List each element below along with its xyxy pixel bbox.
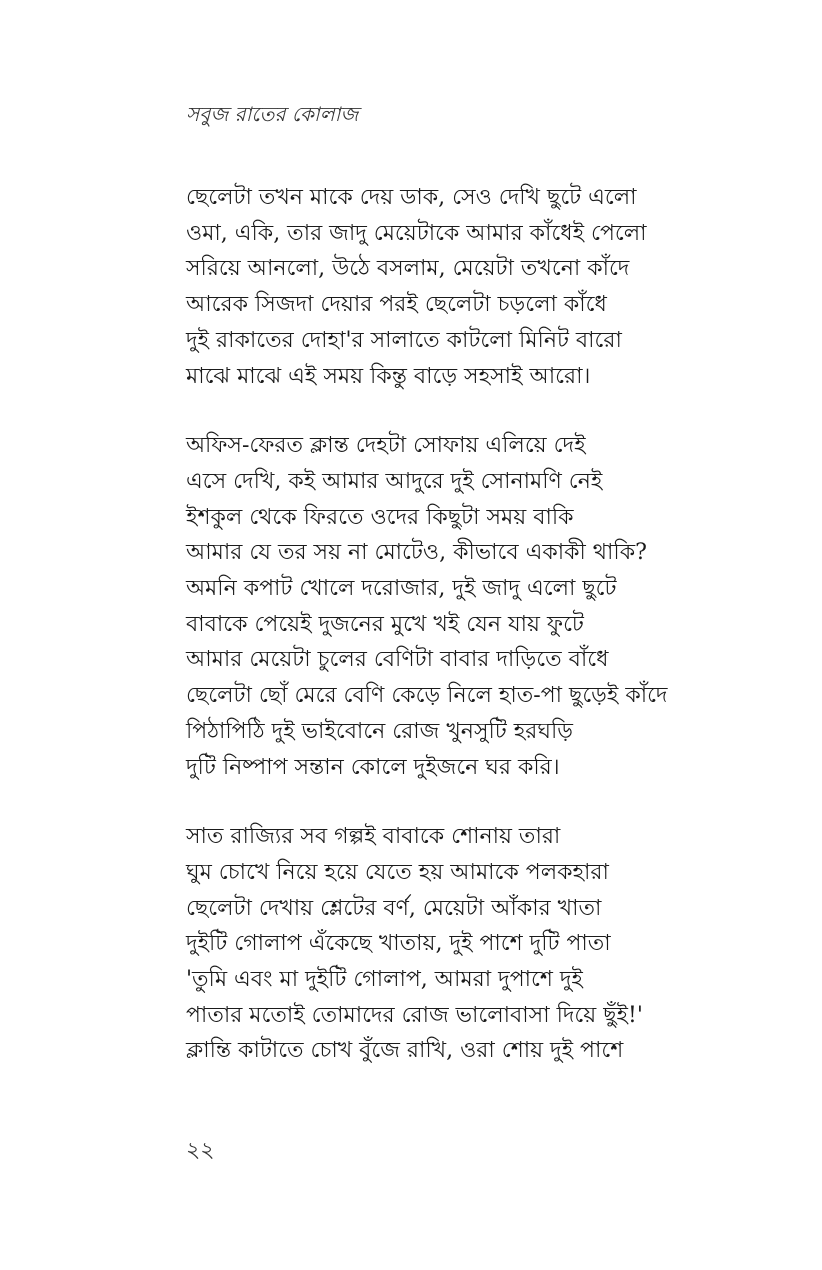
poem-line: বাবাকে পেয়েই দুজনের মুখে খই যেন যায় ফুটে: [186, 611, 584, 637]
poem-line: এসে দেখি, কই আমার আদুরে দুই সোনামণি নেই: [186, 468, 603, 494]
poem-line: পাতার মতোই তোমাদের রোজ ভালোবাসা দিয়ে ছুঁই!': [186, 1002, 643, 1028]
poem-line: ক্লান্তি কাটাতে চোখ বুঁজে রাখি, ওরা শোয় দুই পাশে: [186, 1038, 624, 1064]
stanza-1: [186, 180, 786, 394]
poem-line: সরিয়ে আনলো, উঠে বসলাম, মেয়েটা তখনো কাঁদে: [186, 256, 630, 282]
poem-line: ইশকুল থেকে ফিরতে ওদের কিছুটা সময় বাকি: [186, 504, 574, 530]
poem-line: আরেক সিজদা দেয়ার পরই ছেলেটা চড়লো কাঁধে: [186, 292, 607, 318]
poem-line: ছেলেটা ছোঁ মেরে বেণি কেড়ে নিলে হাত-পা ছুড়েই কাঁদে: [186, 683, 668, 709]
poem-line: আমার মেয়েটা চুলের বেণিটা বাবার দাড়িতে বাঁধে: [186, 647, 609, 673]
poem-line: ছেলেটা দেখায় শ্লেটের বর্ণ, মেয়েটা আঁকার খাতা: [186, 895, 602, 921]
poem-line: দুই রাকাতের দোহা'র সালাতে কাটলো মিনিট বারো: [186, 327, 622, 353]
poem-line: 'তুমি এবং মা দুইটি গোলাপ, আমরা দুপাশে দুই: [186, 967, 583, 993]
page-number: ২২: [186, 1138, 215, 1163]
poem-line: মাঝে মাঝে এই সময় কিন্তু বাড়ে সহসাই আরো।: [186, 363, 591, 389]
poem-line: দুইটি গোলাপ এঁকেছে খাতায়, দুই পাশে দুটি পাতা: [186, 931, 611, 957]
poem-line: ওমা, একি, তার জাদু মেয়েটাকে আমার কাঁধেই পেলো: [186, 220, 647, 246]
poem-line: সাত রাজ্যির সব গল্পই বাবাকে শোনায় তারা: [186, 824, 561, 850]
poem-line: দুটি নিষ্পাপ সন্তান কোলে দুইজনে ঘর করি।: [186, 754, 560, 780]
poem-line: ঘুম চোখে নিয়ে হয়ে যেতে হয় আমাকে পলকহারা: [186, 859, 609, 885]
poem-line: অফিস-ফেরত ক্লান্ত দেহটা সোফায় এলিয়ে দেই: [186, 433, 586, 459]
poem-line: অমনি কপাট খোলে দরোজার, দুই জাদু এলো ছুটে: [186, 576, 617, 602]
running-head-title: সবুজ রাতের কোলাজ: [186, 102, 359, 126]
poem-line: ছেলেটা তখন মাকে দেয় ডাক, সেও দেখি ছুটে এলো: [186, 185, 637, 210]
stanza-2: [186, 428, 786, 785]
poem-line: আমার যে তর সয় না মোটেও, কীভাবে একাকী থাকি?: [186, 540, 647, 566]
stanza-3: [186, 819, 786, 1069]
poem-line: পিঠাপিঠি দুই ভাইবোনে রোজ খুনসুটি হরঘড়ি: [186, 718, 573, 744]
poem-body: [186, 180, 786, 1069]
